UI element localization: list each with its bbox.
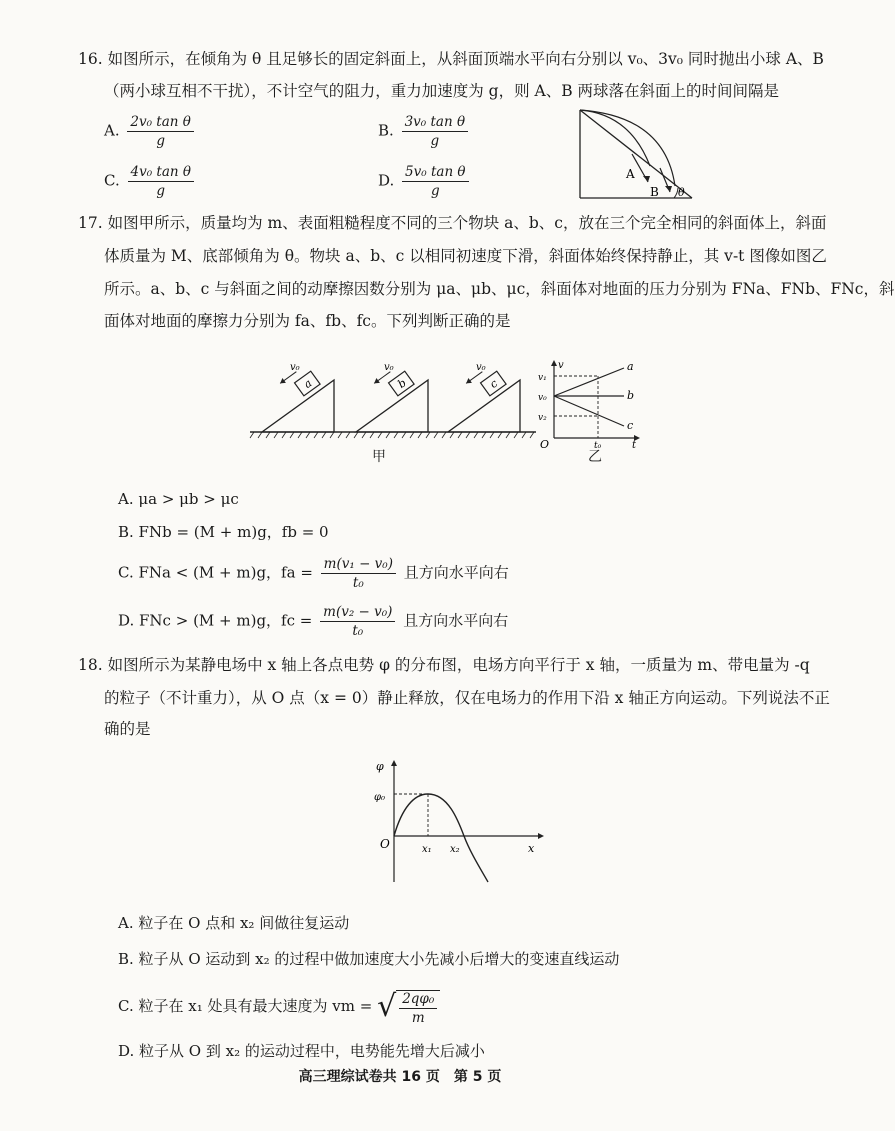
q17-option-d[interactable]: D. FNc > (M + m)g，fc = $\frac{\text{m(v₂ − v₀)}}{\text{t₀}}$ 且方向水平向右 xyxy=(118,604,509,639)
q16-option-c[interactable]: C. $\frac{\text{4v₀ tan θ}}{g}$ xyxy=(104,164,197,199)
q18-stem-line-1: 18. 如图所示为某静电场中 x 轴上各点电势 φ 的分布图，电场方向平行于 x 轴，一质量为 m、带电量为 -q xyxy=(78,656,810,674)
q17-stem-line-4: 面体对地面的摩擦力分别为 fa、fb、fc。下列判断正确的是 xyxy=(104,312,511,330)
q16-incline-figure xyxy=(570,106,700,202)
q17-series-b-label: b xyxy=(627,389,635,402)
q17-option-c[interactable]: C. FNa < (M + m)g，fa = $\frac{\text{m(v₁ − v₀)}}{\text{t₀}}$ 且方向水平向右 xyxy=(118,556,509,591)
q17-caption-yi: 乙 xyxy=(588,449,602,465)
q17-origin: O xyxy=(540,438,550,451)
q17-v0-label: v₀ xyxy=(538,393,547,403)
q16-stem-line-1: 16. 如图所示，在倾角为 θ 且足够长的固定斜面上，从斜面顶端水平向右分别以 v₀、3v₀ 同时抛出小球 A、B xyxy=(78,50,824,68)
q18-potential-graph xyxy=(366,756,556,886)
q18-stem-line-3: 确的是 xyxy=(104,720,151,738)
q17-figure-yi-vt-graph xyxy=(534,356,646,451)
q17-series-a-label: a xyxy=(627,360,634,373)
q16-label-b: B xyxy=(650,185,659,199)
q17-v0-label-c: v₀ xyxy=(476,362,486,373)
q17-v2-label: v₂ xyxy=(538,413,547,423)
q16-option-a[interactable]: A. $\frac{\text{2v₀ tan θ}}{g}$ xyxy=(104,114,197,149)
q17-option-a[interactable]: A. μa > μb > μc xyxy=(118,490,239,508)
q18-origin: O xyxy=(380,837,390,851)
q17-axis-v: v xyxy=(558,360,564,371)
page-footer: 高三理综试卷共 16 页 第 5 页 xyxy=(298,1069,502,1085)
q16-label-a: A xyxy=(626,167,635,181)
q18-phi0-label: φ₀ xyxy=(374,792,386,803)
q16-label-theta: θ xyxy=(678,186,685,199)
q18-axis-phi: φ xyxy=(376,760,384,773)
q18-option-b[interactable]: B. 粒子从 O 运动到 x₂ 的过程中做加速度大小先减小后增大的变速直线运动 xyxy=(118,950,620,968)
q17-v0-label-a: v₀ xyxy=(290,362,300,373)
q18-axis-x: x xyxy=(528,842,535,855)
q17-line-c xyxy=(554,396,624,426)
q17-caption-jia: 甲 xyxy=(372,449,386,465)
q17-stem-line-1: 17. 如图甲所示，质量均为 m、表面粗糙程度不同的三个物块 a、b、c，放在三个完全相同的斜面体上，斜面 xyxy=(78,214,827,232)
q18-potential-curve xyxy=(394,794,488,882)
q16-option-b[interactable]: B. $\frac{\text{3v₀ tan θ}}{g}$ xyxy=(378,114,471,149)
q17-block-c: c xyxy=(487,376,500,391)
q17-stem-line-3: 所示。a、b、c 与斜面之间的动摩擦因数分别为 μa、μb、μc，斜面体对地面的压力分别为 FNa、FNb、FNc，斜 xyxy=(104,280,895,298)
q17-v1-label: v₁ xyxy=(538,373,547,383)
q17-block-b: b xyxy=(395,376,409,391)
q17-block-a: a xyxy=(301,376,315,391)
q17-option-b[interactable]: B. FNb = (M + m)g，fb = 0 xyxy=(118,523,329,541)
q17-line-a xyxy=(554,368,624,396)
q18-option-c[interactable]: C. 粒子在 x₁ 处具有最大速度为 vm = √ $\frac{\text{2qφ₀}}{m}$ xyxy=(118,988,440,1026)
q18-x2-label: x₂ xyxy=(450,844,460,855)
q18-option-d[interactable]: D. 粒子从 O 到 x₂ 的运动过程中，电势能先增大后减小 xyxy=(118,1042,485,1060)
q17-figure-jia xyxy=(250,352,540,442)
q18-x1-label: x₁ xyxy=(422,844,432,855)
q17-stem-line-2: 体质量为 M、底部倾角为 θ。物块 a、b、c 以相同初速度下滑，斜面体始终保持静止，其 v-t 图像如图乙 xyxy=(104,247,827,265)
q16-stem-line-2: （两小球互相不干扰），不计空气的阻力，重力加速度为 g，则 A、B 两球落在斜面上的时间间隔是 xyxy=(104,82,780,100)
q17-series-c-label: c xyxy=(627,419,634,432)
q18-option-a[interactable]: A. 粒子在 O 点和 x₂ 间做往复运动 xyxy=(118,914,350,932)
q18-stem-line-2: 的粒子（不计重力），从 O 点（x = 0）静止释放，仅在电场力的作用下沿 x 轴正方向运动。下列说法不正 xyxy=(104,689,830,707)
q17-axis-t: t xyxy=(632,440,637,451)
q17-t0-label: t₀ xyxy=(594,441,602,451)
q17-v0-label-b: v₀ xyxy=(384,362,394,373)
q16-option-d[interactable]: D. $\frac{\text{5v₀ tan θ}}{g}$ xyxy=(378,164,472,199)
